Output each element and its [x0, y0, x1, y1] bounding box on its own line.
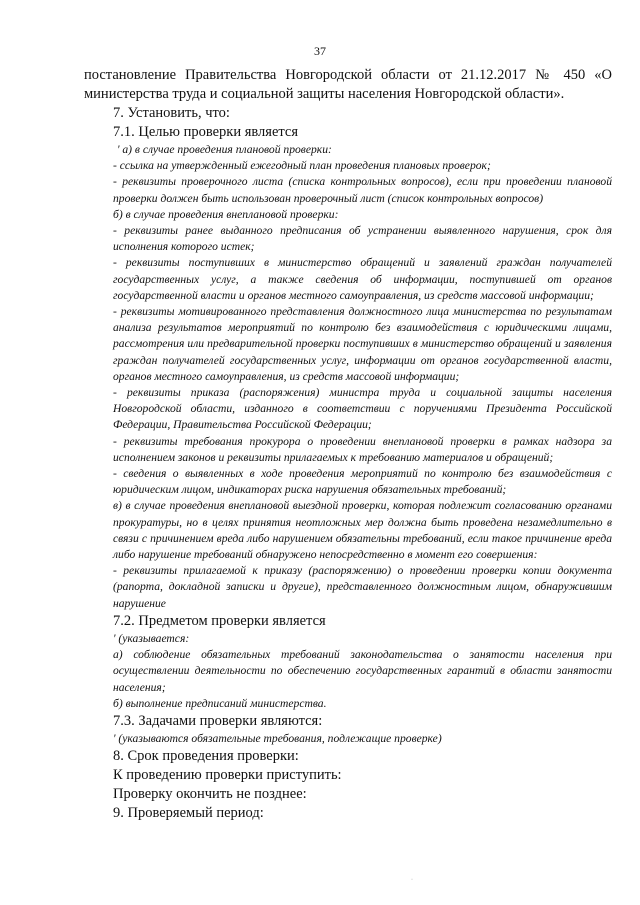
- item-checklist: - реквизиты проверочного листа (списка контрольных вопросов), если при проведении плановой проверки должен быть использован проверочный лист (список контрольных вопросов): [113, 175, 612, 205]
- section-9-heading: 9. Проверяемый период:: [113, 805, 264, 822]
- item-requirements-specified: ' (указываются обязательные требования, подлежащие проверке): [113, 731, 442, 745]
- page-number: 37: [314, 44, 326, 58]
- section-7-2-heading: 7.2. Предметом проверки является: [113, 612, 326, 629]
- item-risk-indicators: - сведения о выявленных в ходе проведения мероприятий по контролю без взаимодействия с юридическим лицом, индикаторах риска нарушения обязательных требований;: [113, 467, 612, 497]
- item-prior-order: - реквизиты ранее выданного предписания об устранении выявленного нарушения, срок для исполнения которого истек;: [113, 224, 612, 254]
- item-motivated-submission: - реквизиты мотивированного представления должностного лица министерства по результатам анализа результатов мероприятий по контролю без взаимодействия с юридическими лицами, рассмотрения или предварительной проверки поступивших в министерство обращений и заявления граждан получателей государственных услуг, информации от органов государственной власти, органов местного самоуправления, из средств массовой информации;: [113, 305, 612, 383]
- section-7-heading: 7. Установить, что:: [113, 105, 230, 121]
- start-inspection-label: К проведению проверки приступить:: [113, 767, 342, 784]
- section-8-heading: 8. Срок проведения проверки:: [113, 748, 299, 765]
- item-a-employment-law: а) соблюдение обязательных требований законодательства о занятости населения при осуществлении деятельности по обеспечению государственных гарантий в области занятости населения;: [113, 648, 612, 694]
- item-specified: ' (указывается:: [113, 631, 190, 645]
- item-a-planned: ' а) в случае проведения плановой проверки:: [117, 143, 332, 156]
- item-minister-order: - реквизиты приказа (распоряжения) министра труда и социальной защиты населения Новгородской области, изданного в соответствии с поручениями Президента Российской Федерации, Правительства Российской Федерации;: [113, 386, 612, 432]
- item-c-onsite: в) в случае проведения внеплановой выездной проверки, которая подлежит согласованию органами прокуратуры, но в целях принятия неотложных мер должна быть проведена незамедлительно в связи с причинением вреда либо нарушением обязательны требований, если такое причинение вреда либо нарушение требований обнаружено непосредственно в момент его совершения:: [113, 499, 612, 562]
- item-prosecutor-requirement: - реквизиты требования прокурора о проведении внеплановой проверки в рамках надзора за исполнением законов и реквизиты прилагаемых к требованию материалов и обращений;: [113, 434, 612, 464]
- section-7-3-heading: 7.3. Задачами проверки являются:: [113, 712, 323, 729]
- item-attached-document: - реквизиты прилагаемой к приказу (распоряжению) о проведении проверки копии документа (рапорта, докладной записки и другие), представленного должностным лицом, обнаружившим нарушение: [113, 564, 612, 610]
- document-body: [84, 66, 612, 823]
- item-plan-reference: - ссылка на утвержденный ежегодный план проведения плановых проверок;: [113, 159, 491, 173]
- item-b-ministry-orders: б) выполнение предписаний министерства.: [113, 696, 327, 710]
- scan-speck: ·: [411, 877, 413, 883]
- section-7-1-heading: 7.1. Целью проверки является: [113, 124, 299, 140]
- item-b-unplanned: б) в случае проведения внеплановой проверки:: [113, 207, 339, 221]
- end-inspection-label: Проверку окончить не позднее:: [113, 786, 307, 803]
- item-citizen-appeals: - реквизиты поступивших в министерство обращений и заявлений граждан получателей государственных услуг, а также сведения об информации, поступившей от органов государственной власти и органов местного самоуправления, из средств массовой информации;: [113, 256, 612, 302]
- paragraph-intro: постановление Правительства Новгородской области от 21.12.2017 № 450 «О министерства труда и социальной защиты населения Новгородской области».: [84, 67, 612, 102]
